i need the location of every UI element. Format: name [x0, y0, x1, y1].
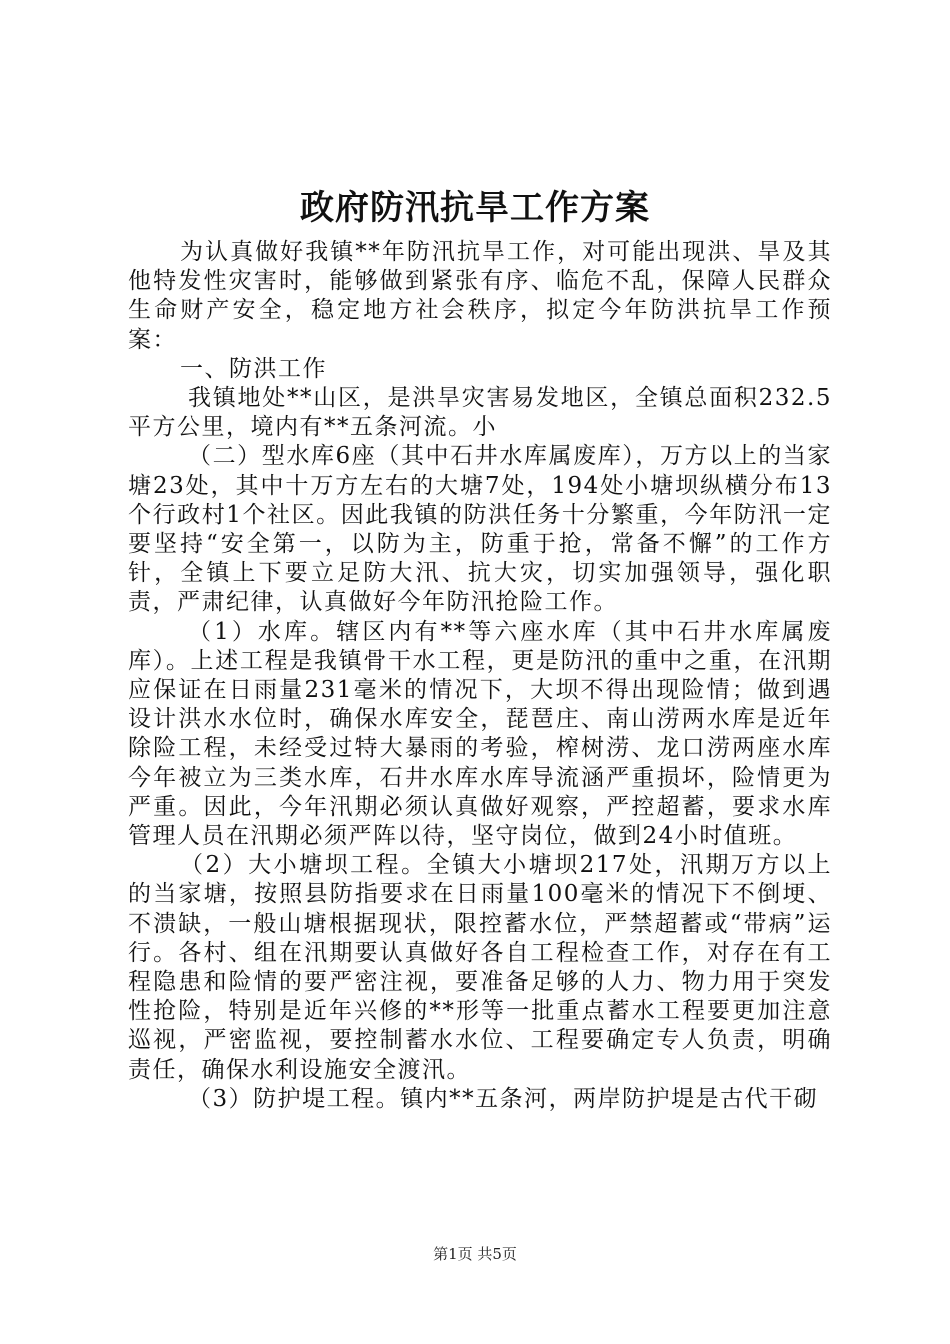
document-body — [128, 238, 832, 1114]
paragraph-ponds-dams: （2）大小塘坝工程。全镇大小塘坝217处，汛期万方以上的当家塘，按照县防指要求在日雨量100毫米的情况下不倒埂、不溃缺，一般山塘根据现状，限控蓄水位，严禁超蓄或“带病”运行。各村、组在汛期要认真做好各自工程检查工作，对存在有工程隐患和险情的要严密注视，要准备足够的人力、物力用于突发性抢险，特别是近年兴修的**形等一批重点蓄水工程要更加注意巡视，严密监视，要控制蓄水水位、工程要确定专人负责，明确责任，确保水利设施安全渡汛。 — [128, 852, 832, 1083]
paragraph-town-overview: 我镇地处**山区，是洪旱灾害易发地区，全镇总面积232.5平方公里，境内有**五条河流。小 — [128, 385, 832, 441]
document-title: 政府防汛抗旱工作方案 — [300, 188, 650, 228]
section-heading-flood-control: 一、防洪工作 — [180, 355, 327, 382]
paragraph-reservoir-summary: （二）型水库6座（其中石井水库属废库），万方以上的当家塘23处，其中十万方左右的大塘7处，194处小塘坝纵横分布13个行政村1个社区。因此我镇的防洪任务十分繁重，今年防汛一定要坚持“安全第一，以防为主，防重于抢，常备不懈”的工作方针，全镇上下要立足防大汛、抗大灾，切实加强领导，强化职责，严肃纪律，认真做好今年防汛抢险工作。 — [128, 443, 832, 616]
page-footer: 第1页 共5页 — [433, 1245, 517, 1263]
paragraph-reservoirs: （1）水库。辖区内有**等六座水库（其中石井水库属废库）。上述工程是我镇骨干水工程，更是防汛的重中之重，在汛期应保证在日雨量231毫米的情况下，大坝不得出现险情；做到遇设计洪水水位时，确保水库安全，琵琶庄、南山涝两水库是近年除险工程，未经受过特大暴雨的考验，榨树涝、龙口涝两座水库今年被立为三类水库，石井水库水库导流涵严重损坏，险情更为严重。因此，今年汛期必须认真做好观察，严控超蓄，要求水库管理人员在汛期必须严阵以待，坚守岗位，做到24小时值班。 — [128, 618, 832, 850]
paragraph-levees: （3）防护堤工程。镇内**五条河，两岸防护堤是古代干砌 — [188, 1085, 819, 1112]
paragraph-intro: 为认真做好我镇**年防汛抗旱工作，对可能出现洪、旱及其他特发性灾害时，能够做到紧张有序、临危不乱，保障人民群众生命财产安全，稳定地方社会秩序，拟定今年防洪抗旱工作预案： — [128, 239, 832, 353]
